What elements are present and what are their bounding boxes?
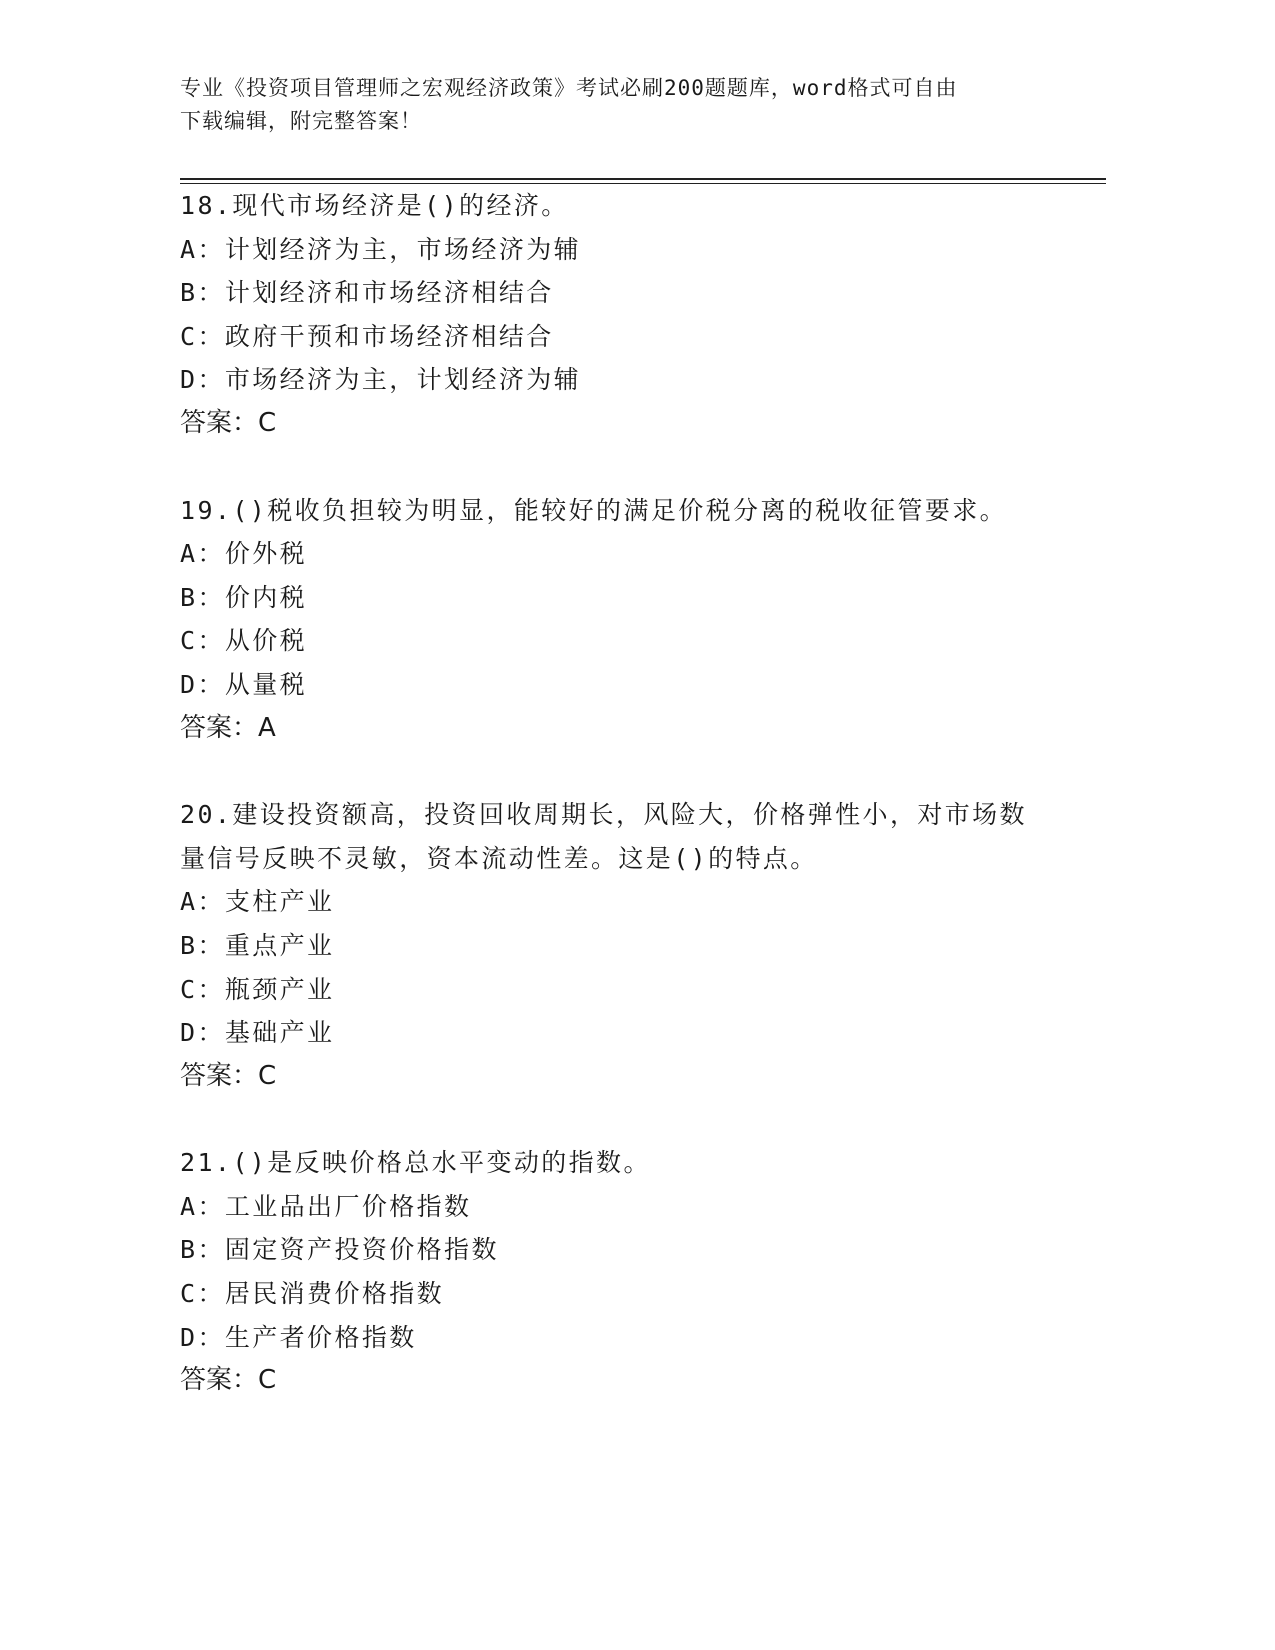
option-c: C：居民消费价格指数 xyxy=(180,1279,445,1309)
question-stem: 18.现代市场经济是()的经济。 xyxy=(180,191,569,220)
option-c: C：政府干预和市场经济相结合 xyxy=(180,321,554,351)
option-d: D：从量税 xyxy=(180,669,308,699)
option-b: B：计划经济和市场经济相结合 xyxy=(180,278,554,308)
option-a: A：工业品出厂价格指数 xyxy=(180,1191,472,1221)
question-stem: 21.()是反映价格总水平变动的指数。 xyxy=(180,1148,651,1178)
option-d: D：基础产业 xyxy=(180,1018,335,1048)
option-c: C：从价税 xyxy=(180,626,308,656)
option-d: D：市场经济为主，计划经济为辅 xyxy=(180,365,582,395)
question-21 xyxy=(180,1141,1080,1403)
question-stem: 20.建设投资额高，投资回收周期长，风险大，价格弹性小，对市场数 xyxy=(180,800,1027,830)
document-header xyxy=(180,72,1080,138)
option-a: A：价外税 xyxy=(180,539,308,569)
header-divider-thick xyxy=(180,178,1106,180)
option-c: C：瓶颈产业 xyxy=(180,974,335,1004)
header-line-1: 专业《投资项目管理师之宏观经济政策》考试必刷200题题库，word格式可自由 xyxy=(180,76,958,100)
question-list xyxy=(180,184,1080,1446)
option-a: A：支柱产业 xyxy=(180,887,335,917)
question-stem-continued: 量信号反映不灵敏，资本流动性差。这是()的特点。 xyxy=(180,843,818,873)
answer-line: 答案：C xyxy=(180,1365,277,1396)
question-stem: 19.()税收负担较为明显，能较好的满足价税分离的税收征管要求。 xyxy=(180,495,1008,525)
answer-line: 答案：C xyxy=(180,407,277,438)
answer-line: 答案：A xyxy=(180,712,276,743)
option-b: B：重点产业 xyxy=(180,930,335,960)
option-d: D：生产者价格指数 xyxy=(180,1322,417,1352)
question-19 xyxy=(180,489,1080,751)
question-20 xyxy=(180,793,1080,1098)
option-b: B：固定资产投资价格指数 xyxy=(180,1235,499,1265)
header-line-2: 下载编辑，附完整答案！ xyxy=(180,109,422,133)
question-18 xyxy=(180,184,1080,446)
option-a: A：计划经济为主，市场经济为辅 xyxy=(180,234,582,264)
answer-line: 答案：C xyxy=(180,1060,277,1091)
option-b: B：价内税 xyxy=(180,582,308,612)
